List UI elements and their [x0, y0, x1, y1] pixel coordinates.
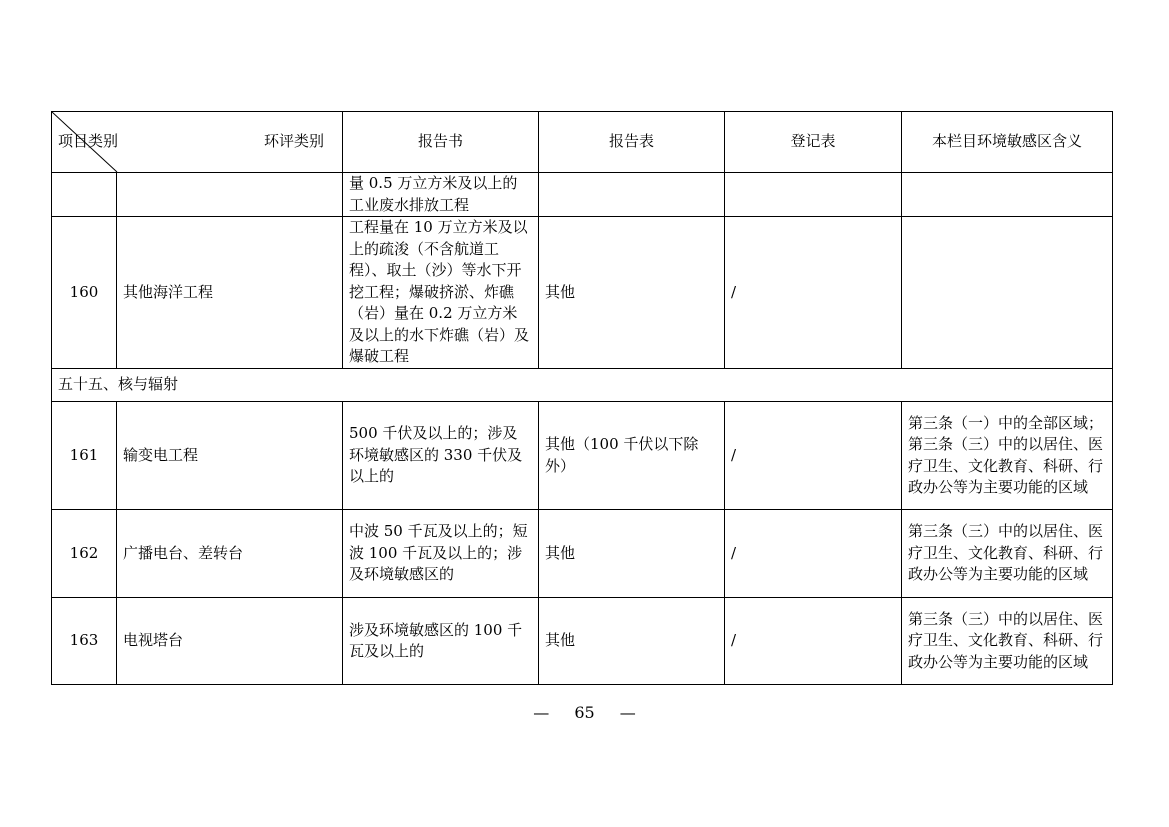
row-project-name: 其他海洋工程 [117, 217, 343, 369]
header-corner-cell [52, 112, 343, 173]
header-eia-category: 环评类别 [263, 132, 324, 150]
row-number: 160 [52, 217, 117, 369]
row-number [52, 173, 117, 217]
row-number: 163 [52, 598, 117, 685]
row-report-form [539, 173, 725, 217]
row-sensitive-area [902, 173, 1113, 217]
row-sensitive-area: 第三条（三）中的以居住、医疗卫生、文化教育、科研、行政办公等为主要功能的区域 [902, 510, 1113, 598]
row-sensitive-area: 第三条（一）中的全部区域；第三条（三）中的以居住、医疗卫生、文化教育、科研、行政办公等为主要功能的区域 [902, 402, 1113, 510]
table-row [52, 598, 1113, 685]
row-report-book: 涉及环境敏感区的 100 千瓦及以上的 [343, 598, 539, 685]
header-project-category: 项目类别 [58, 132, 119, 150]
row-report-form: 其他 [539, 598, 725, 685]
row-registration: / [725, 598, 902, 685]
page-dash-right: — [619, 703, 636, 722]
row-project-name [117, 173, 343, 217]
row-registration: / [725, 402, 902, 510]
row-registration [725, 173, 902, 217]
row-report-book: 工程量在 10 万立方米及以上的疏浚（不含航道工程）、取土（沙）等水下开挖工程；爆破挤淤、炸礁（岩）量在 0.2 万立方米及以上的水下炸礁（岩）及爆破工程 [343, 217, 539, 369]
row-sensitive-area [902, 217, 1113, 369]
row-number: 161 [52, 402, 117, 510]
header-row [52, 112, 1113, 173]
row-project-name: 电视塔台 [117, 598, 343, 685]
section-row [52, 369, 1113, 402]
row-report-book: 500 千伏及以上的；涉及环境敏感区的 330 千伏及以上的 [343, 402, 539, 510]
header-report-book: 报告书 [343, 112, 539, 173]
table-row [52, 510, 1113, 598]
row-report-form: 其他 [539, 510, 725, 598]
header-registration-form: 登记表 [725, 112, 902, 173]
row-project-name: 输变电工程 [117, 402, 343, 510]
header-sensitive-area-meaning: 本栏目环境敏感区含义 [902, 112, 1113, 173]
row-report-book: 中波 50 千瓦及以上的；短波 100 千瓦及以上的；涉及环境敏感区的 [343, 510, 539, 598]
table-row [52, 173, 1113, 217]
table-row [52, 217, 1113, 369]
eia-classification-table [51, 111, 1113, 685]
page-number-footer [0, 703, 1169, 722]
row-report-form: 其他（100 千伏以下除外） [539, 402, 725, 510]
section-title: 五十五、核与辐射 [52, 369, 1113, 402]
row-registration: / [725, 510, 902, 598]
row-registration: / [725, 217, 902, 369]
table-row [52, 402, 1113, 510]
row-report-form: 其他 [539, 217, 725, 369]
row-number: 162 [52, 510, 117, 598]
row-report-book: 量 0.5 万立方米及以上的工业废水排放工程 [343, 173, 539, 217]
header-report-form: 报告表 [539, 112, 725, 173]
page-dash-left: — [533, 703, 550, 722]
page-number: 65 [574, 703, 595, 722]
row-sensitive-area: 第三条（三）中的以居住、医疗卫生、文化教育、科研、行政办公等为主要功能的区域 [902, 598, 1113, 685]
row-project-name: 广播电台、差转台 [117, 510, 343, 598]
